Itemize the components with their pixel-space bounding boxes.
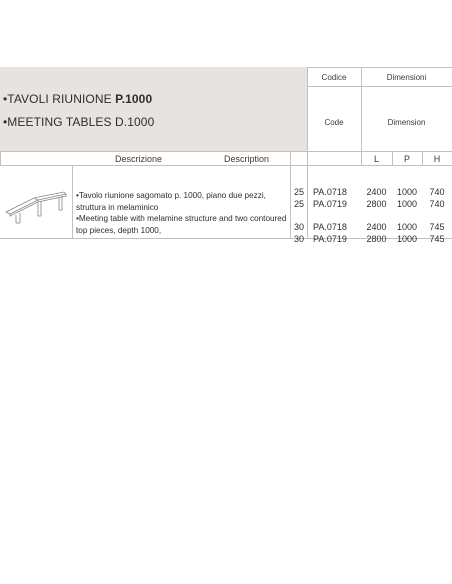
H-cell: 745 xyxy=(429,234,445,244)
col-header-descrizione: Descrizione xyxy=(115,154,163,164)
P-cell: 1000 xyxy=(396,199,418,209)
P-cell: 1000 xyxy=(396,234,418,244)
column-header-top-rule xyxy=(0,151,452,152)
L-cell: 2800 xyxy=(366,234,387,244)
row-divider-image xyxy=(72,165,73,238)
col-header-description: Description xyxy=(224,154,270,164)
header-top-rule xyxy=(307,67,452,68)
title-italian-text: •TAVOLI RIUNIONE xyxy=(3,92,116,106)
code-cell: PA.0718 xyxy=(313,222,347,232)
title-italian-bold: P.1000 xyxy=(115,92,153,106)
thickness-cell: 30 xyxy=(293,222,304,232)
col-divider-left xyxy=(0,151,1,165)
P-cell: 1000 xyxy=(396,187,418,197)
H-cell: 745 xyxy=(429,222,445,232)
thickness-cell: 25 xyxy=(293,199,304,209)
column-header-bottom-rule xyxy=(0,165,452,166)
L-cell: 2400 xyxy=(366,187,387,197)
codice-label: Codice xyxy=(321,73,347,82)
col-divider-desc-end xyxy=(290,151,291,165)
dimensioni-label: Dimensioni xyxy=(386,73,427,82)
H-cell: 740 xyxy=(429,199,445,209)
description-english: •Meeting table with melamine structure and two contoured top pieces, depth 1000, xyxy=(76,214,287,235)
dimension-label: Dimension xyxy=(387,118,426,127)
page-title-english: •MEETING TABLES D.1000 xyxy=(3,115,155,129)
header-mid-rule xyxy=(307,86,452,87)
code-cell: PA.0718 xyxy=(313,187,347,197)
description-italian: •Tavolo riunione sagomato p. 1000, piano due pezzi, struttura in melaminico xyxy=(76,191,266,212)
col-header-H: H xyxy=(433,154,441,164)
header-band xyxy=(0,67,307,151)
page-title-italian xyxy=(3,92,152,106)
L-cell: 2800 xyxy=(366,199,387,209)
L-cell: 2400 xyxy=(366,222,387,232)
code-cell: PA.0719 xyxy=(313,199,347,209)
H-cell: 740 xyxy=(429,187,445,197)
meeting-table-drawing xyxy=(4,186,68,226)
col-divider-code xyxy=(307,151,308,165)
P-cell: 1000 xyxy=(396,222,418,232)
code-label: Code xyxy=(324,118,344,127)
code-cell: PA.0719 xyxy=(313,234,347,244)
row-divider-code xyxy=(307,165,308,238)
thickness-cell: 25 xyxy=(293,187,304,197)
col-header-P: P xyxy=(403,154,410,164)
thickness-cell: 30 xyxy=(293,234,304,244)
col-header-L: L xyxy=(373,154,379,164)
